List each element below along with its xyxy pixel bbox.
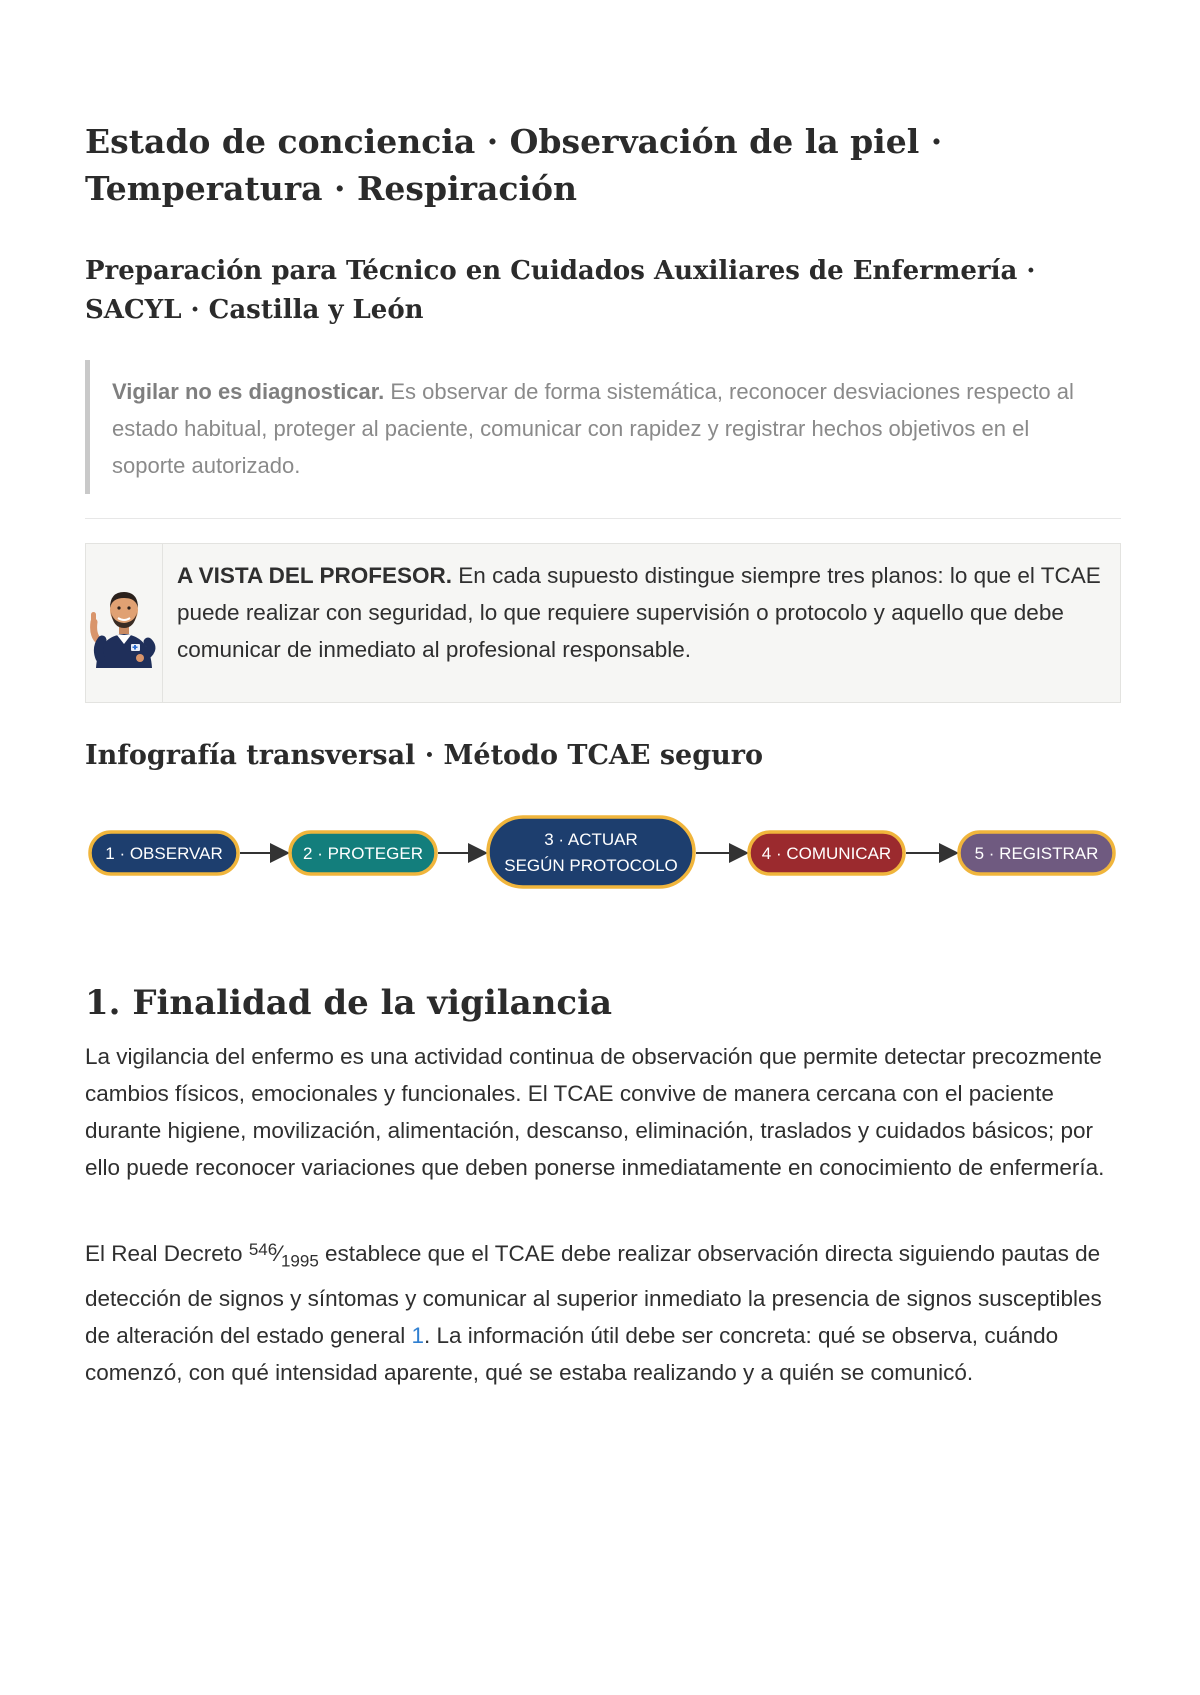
footnote-reference-link[interactable]: 1 xyxy=(411,1322,424,1348)
teacher-note-text xyxy=(163,544,1120,702)
quote-lead: Vigilar no es diagnosticar. xyxy=(112,379,385,404)
page-title: Estado de conciencia · Observación de la piel · Temperatura · Respiración xyxy=(85,122,943,208)
blockquote xyxy=(85,360,1121,494)
paragraph-2-start: El Real Decreto xyxy=(85,1241,249,1266)
infographic-title: Infografía transversal · Método TCAE seguro xyxy=(85,740,763,771)
flow-step-1 xyxy=(90,832,238,874)
quote-text: Es observar de forma sistemática, reconocer desviaciones respecto al estado habitual, proteger al paciente, comunicar con rapidez y registrar hechos objetivos en el soporte autorizado. xyxy=(112,379,1074,478)
paragraph-2-end: . La información útil debe ser concreta: qué se observa, cuándo comenzó, con qué intensidad aparente, qué se estaba realizando y a quién se comunicó. xyxy=(85,1322,1059,1385)
section-paragraph-1: La vigilancia del enfermo es una actividad continua de observación que permite detectar precozmente cambios físicos, emocionales y funcionales. El TCAE convive de manera cercana con el paciente durante higiene, movilización, alimentación, descanso, eliminación, traslados y cuidados básicos; por ello puede reconocer variaciones que deben ponerse inmediatamente en conocimiento de enfermería. xyxy=(85,1044,1105,1180)
flow-step-2 xyxy=(290,832,436,874)
section-heading: 1. Finalidad de la vigilancia xyxy=(85,983,613,1023)
method-flow-diagram xyxy=(85,815,1121,891)
horizontal-divider xyxy=(85,518,1121,519)
page-subtitle: Preparación para Técnico en Cuidados Auxiliares de Enfermería · SACYL · Castilla y León xyxy=(85,256,1036,325)
teacher-note-lead: A VISTA DEL PROFESOR. xyxy=(177,563,453,588)
flow-step-box xyxy=(488,817,694,887)
flow-step-5 xyxy=(959,832,1114,874)
flow-step-label: 1 · OBSERVAR xyxy=(105,844,223,863)
flow-step-label: 3 · ACTUAR xyxy=(544,830,638,849)
teacher-avatar-icon xyxy=(86,578,162,668)
flow-step-label: 2 · PROTEGER xyxy=(303,844,423,863)
decree-number: 546 xyxy=(248,1240,278,1259)
decree-number-fraction: $^{546}⁄_{1995}$ xyxy=(248,1240,319,1271)
section-paragraph-2 xyxy=(85,1235,1121,1391)
decree-year: 1995 xyxy=(280,1251,319,1271)
flow-step-4 xyxy=(749,832,904,874)
flow-step-label: 4 · COMUNICAR xyxy=(761,844,892,863)
flow-step-label: 5 · REGISTRAR xyxy=(974,844,1099,863)
avatar-cell xyxy=(86,544,163,702)
flow-step-label: SEGÚN PROTOCOLO xyxy=(504,856,678,875)
teacher-note xyxy=(85,543,1121,703)
teacher-note-body: En cada supuesto distingue siempre tres planos: lo que el TCAE puede realizar con seguridad, lo que requiere supervisión o protocolo y aquello que debe comunicar de inmediato al profesional responsable. xyxy=(177,563,1101,662)
flow-step-3 xyxy=(488,817,694,887)
paragraph-2-middle: establece que el TCAE debe realizar observación directa siguiendo pautas de detección de signos y síntomas y comunicar al superior inmediato la presencia de signos susceptibles de alteración del estado general xyxy=(85,1241,1102,1348)
